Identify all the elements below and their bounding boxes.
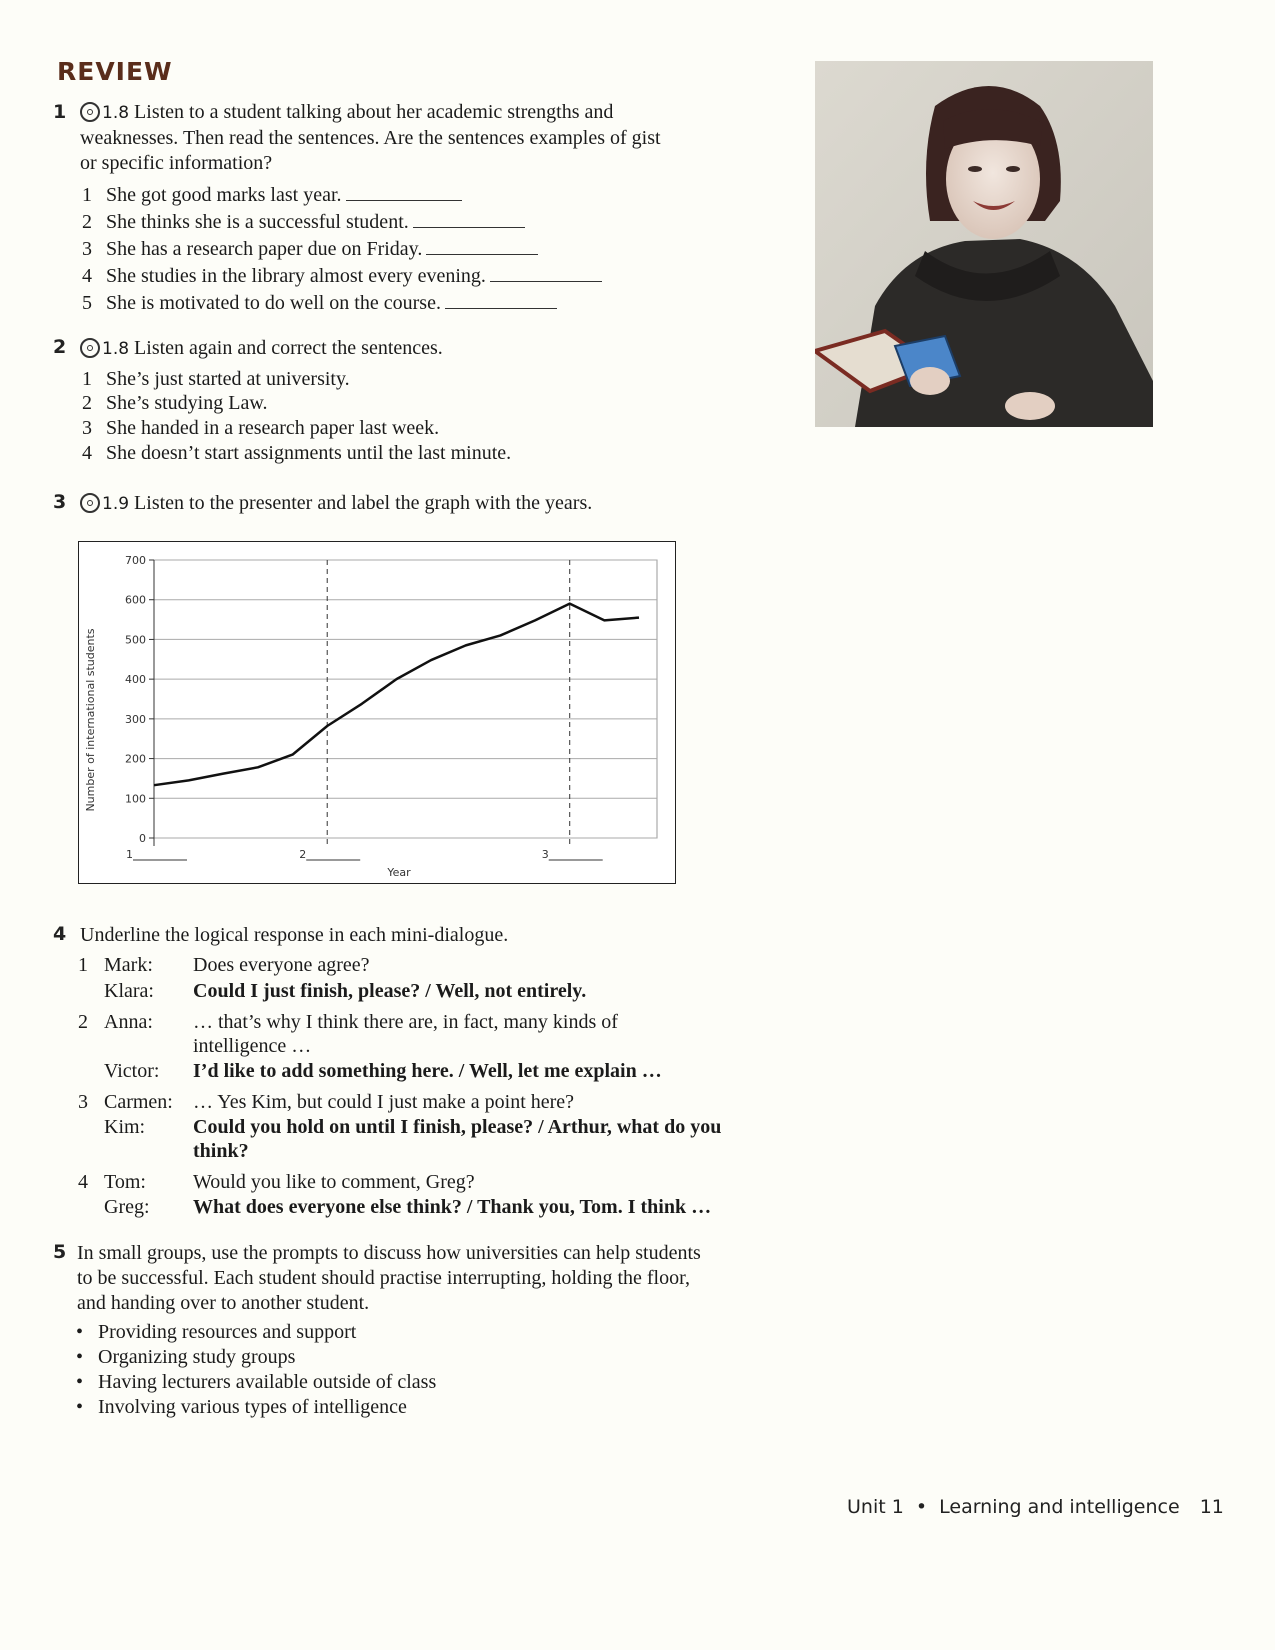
track-number: 1.8 — [102, 339, 130, 359]
response-options-continued[interactable]: think? — [193, 1140, 249, 1162]
ex2-item: 2 She’s studying Law. — [82, 392, 268, 414]
line-chart — [79, 542, 675, 883]
answer-blank[interactable] — [445, 290, 557, 309]
series-line — [154, 604, 639, 785]
exercise-4-number: 4 — [53, 923, 67, 945]
exercise-1-number: 1 — [53, 101, 67, 123]
review-title: REVIEW — [57, 57, 173, 86]
ex1-item: 3 She has a research paper due on Friday. — [82, 236, 538, 262]
speaker-name: Tom: — [104, 1171, 146, 1193]
audio-cd-icon[interactable] — [80, 102, 100, 122]
plot-area-border — [154, 560, 657, 838]
response-options[interactable]: Could I just finish, please? / Well, not entirely. — [193, 980, 587, 1002]
speaker-name: Anna: — [104, 1011, 153, 1033]
ex1-item: 2 She thinks she is a successful student. — [82, 209, 525, 235]
page-number: 11 — [1199, 1496, 1224, 1518]
speaker-name: Kim: — [104, 1116, 146, 1138]
y-tick-label: 500 — [125, 633, 146, 647]
dialogue-number: 3 — [78, 1091, 88, 1113]
page-footer — [847, 1496, 1224, 1518]
student-photo — [815, 61, 1153, 427]
answer-blank[interactable] — [426, 236, 538, 255]
answer-blank[interactable] — [346, 182, 462, 201]
speaker-name: Klara: — [104, 980, 154, 1002]
audio-cd-icon[interactable] — [80, 338, 100, 358]
y-tick-label: 400 — [125, 673, 146, 687]
y-tick-label: 600 — [125, 593, 146, 607]
dialogue-line: Would you like to comment, Greg? — [193, 1171, 475, 1193]
y-axis-label: Number of international students — [84, 628, 97, 812]
exercise-3-instruction: 1.9 Listen to the presenter and label the graph with the years. — [80, 491, 592, 517]
dialogue-number: 2 — [78, 1011, 88, 1033]
dialogue-number: 4 — [78, 1171, 88, 1193]
bullet-item: • Having lecturers available outside of class — [76, 1371, 437, 1393]
speaker-name: Carmen: — [104, 1091, 173, 1113]
ex2-item: 1 She’s just started at university. — [82, 368, 350, 390]
x-tick-label: 1 — [126, 848, 133, 861]
exercise-4-instruction: Underline the logical response in each mini-dialogue. — [80, 924, 509, 946]
unit-title: Learning and intelligence — [939, 1496, 1180, 1518]
speaker-name: Victor: — [104, 1060, 160, 1082]
y-tick-label: 300 — [125, 712, 146, 726]
exercise-5-number: 5 — [53, 1241, 67, 1263]
ex1-item: 5 She is motivated to do well on the course. — [82, 290, 557, 316]
dialogue-number: 1 — [78, 954, 88, 976]
ex1-item: 1 She got good marks last year. — [82, 182, 462, 208]
footer-separator: • — [915, 1496, 928, 1518]
bullet-item: • Organizing study groups — [76, 1346, 296, 1368]
dialogue-line: Does everyone agree? — [193, 954, 370, 976]
response-options[interactable]: What does everyone else think? / Thank you, Tom. I think … — [193, 1196, 712, 1218]
y-tick-label: 700 — [125, 554, 146, 567]
audio-cd-icon[interactable] — [80, 493, 100, 513]
x-tick-label: 2 — [299, 848, 307, 861]
dialogue-line: … that’s why I think there are, in fact, many kinds of — [193, 1011, 618, 1033]
response-options[interactable]: Could you hold on until I finish, please? / Arthur, what do you — [193, 1116, 722, 1138]
exercise-3-number: 3 — [53, 491, 67, 513]
x-tick-label: 3 — [541, 848, 549, 861]
answer-blank[interactable] — [413, 209, 525, 228]
y-tick-label: 0 — [139, 832, 146, 845]
track-number: 1.9 — [102, 494, 130, 514]
answer-blank[interactable] — [490, 263, 602, 282]
exercise-2-number: 2 — [53, 336, 67, 358]
exercise-2-instruction: 1.8 Listen again and correct the sentences. — [80, 336, 443, 362]
x-axis-label: Year — [387, 866, 411, 879]
y-tick-label: 100 — [125, 792, 146, 806]
y-tick-label: 200 — [125, 752, 146, 766]
speaker-name: Greg: — [104, 1196, 150, 1218]
bullet-item: • Involving various types of intelligence — [76, 1396, 407, 1418]
unit-label: Unit 1 — [847, 1496, 904, 1518]
track-number: 1.8 — [102, 103, 130, 123]
dialogue-line-continued: intelligence … — [193, 1035, 312, 1057]
dialogue-line: … Yes Kim, but could I just make a point here? — [193, 1091, 575, 1113]
bullet-item: • Providing resources and support — [76, 1321, 357, 1343]
ex2-item: 3 She handed in a research paper last week. — [82, 417, 440, 439]
response-options[interactable]: I’d like to add something here. / Well, let me explain … — [193, 1060, 662, 1082]
exercise-1-instruction: 1.8 Listen to a student talking about her academic strengths and weaknesses. Then read the sentences. Are the sentences examples of gist or specific information? — [80, 101, 661, 174]
speaker-name: Mark: — [104, 954, 153, 976]
ex2-item: 4 She doesn’t start assignments until the last minute. — [82, 442, 512, 464]
student-numbers-chart — [78, 541, 676, 884]
ex1-item: 4 She studies in the library almost every evening. — [82, 263, 602, 289]
exercise-5-instruction: In small groups, use the prompts to discuss how universities can help students to be successful. Each student should practise interrupting, holding the floor, and handing over to another student. — [77, 1242, 701, 1314]
